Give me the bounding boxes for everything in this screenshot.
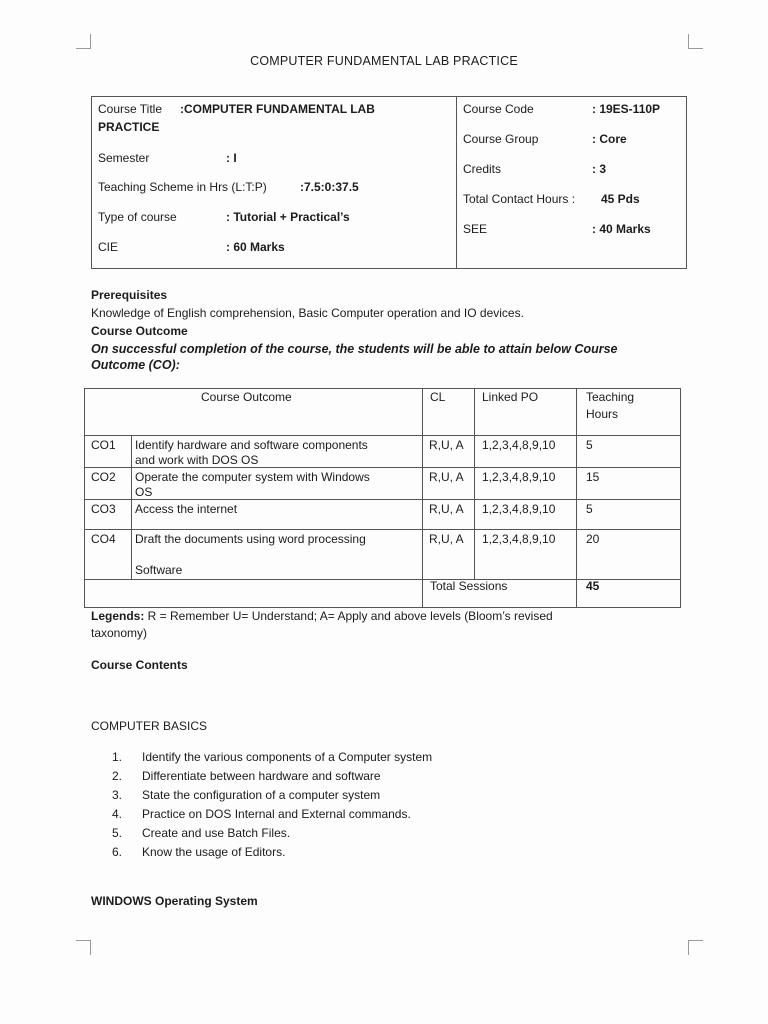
computer-basics-list <box>112 748 432 862</box>
header-cl: CL <box>430 390 446 404</box>
legends-line2: taxonomy) <box>91 626 148 640</box>
list-item-number: 1. <box>112 750 123 764</box>
prerequisites-heading: Prerequisites <box>91 288 168 302</box>
course-info-divider <box>456 97 457 268</box>
course-contents-heading: Course Contents <box>91 658 188 672</box>
co2-linked-po: 1,2,3,4,8,9,10 <box>482 470 556 484</box>
corner-mark-top-right <box>688 34 703 49</box>
corner-mark-bottom-left <box>76 940 91 955</box>
credits-label: Credits <box>463 162 502 176</box>
co2-description: Operate the computer system with Windows <box>135 470 370 484</box>
course-group-value: : Core <box>592 132 627 146</box>
course-title-label: Course Title <box>98 102 163 116</box>
co1-description-line2: and work with DOS OS <box>135 453 259 467</box>
list-item <box>112 805 432 824</box>
list-item <box>112 843 432 862</box>
course-code-value: : 19ES-110P <box>592 102 661 116</box>
header-linked-po: Linked PO <box>482 390 539 404</box>
semester-label: Semester <box>98 151 150 165</box>
list-item-text: Know the usage of Editors. <box>142 845 286 859</box>
corner-mark-bottom-right <box>688 940 703 955</box>
list-item-text: Identify the various components of a Computer system <box>142 750 433 764</box>
list-item-text: Differentiate between hardware and software <box>142 769 381 783</box>
course-outcome-intro-line1: On successful completion of the course, the students will be able to attain below Course <box>91 342 618 356</box>
total-sessions-label: Total Sessions <box>430 579 508 593</box>
co2-description-line2: OS <box>135 485 153 499</box>
co4-description-line2: Software <box>135 563 183 577</box>
list-item <box>112 824 432 843</box>
course-info-table <box>91 96 687 269</box>
list-item-number: 2. <box>112 769 123 783</box>
list-item <box>112 786 432 805</box>
list-item-text: Practice on DOS Internal and External commands. <box>142 807 411 821</box>
legends-label: Legends: <box>91 609 145 623</box>
co2-code: CO2 <box>91 470 116 484</box>
header-teaching-hours-1: Teaching <box>586 390 635 404</box>
list-item-number: 4. <box>112 807 123 821</box>
co1-code: CO1 <box>91 438 116 452</box>
course-code-label: Course Code <box>463 102 534 116</box>
co1-hours: 5 <box>586 438 593 452</box>
prerequisites-text: Knowledge of English comprehension, Basic Computer operation and IO devices. <box>91 306 524 320</box>
header-course-outcome: Course Outcome <box>201 390 292 404</box>
co4-linked-po: 1,2,3,4,8,9,10 <box>482 532 556 546</box>
credits-value: : 3 <box>592 162 607 176</box>
co3-cl: R,U, A <box>429 502 464 516</box>
legends-line1 <box>91 609 553 623</box>
row-divider-co2 <box>85 499 680 500</box>
semester-value: : I <box>226 151 237 165</box>
section-windows-heading: WINDOWS Operating System <box>91 894 258 908</box>
co4-code: CO4 <box>91 532 116 546</box>
col-divider-cl <box>422 389 423 607</box>
see-value: : 40 Marks <box>592 222 651 236</box>
course-type-value: : Tutorial + Practical’s <box>226 210 350 224</box>
contact-hours-label: Total Contact Hours : <box>463 192 576 206</box>
co3-hours: 5 <box>586 502 593 516</box>
list-item <box>112 748 432 767</box>
co2-cl: R,U, A <box>429 470 464 484</box>
corner-mark-top-left <box>76 34 91 49</box>
legends-text: R = Remember U= Understand; A= Apply and above levels (Bloom’s revised <box>144 609 553 623</box>
contact-hours-value: 45 Pds <box>601 192 640 206</box>
row-divider-header <box>85 435 680 436</box>
header-teaching-hours-2: Hours <box>586 407 619 421</box>
cie-label: CIE <box>98 240 119 254</box>
co1-description: Identify hardware and software components <box>135 438 368 452</box>
co3-description: Access the internet <box>135 502 238 516</box>
list-item-number: 5. <box>112 826 123 840</box>
see-label: SEE <box>463 222 488 236</box>
teaching-scheme-value: :7.5:0:37.5 <box>300 180 359 194</box>
row-divider-co3 <box>85 529 680 530</box>
course-group-label: Course Group <box>463 132 539 146</box>
list-item-number: 6. <box>112 845 123 859</box>
list-item <box>112 767 432 786</box>
course-outcome-intro-line2: Outcome (CO): <box>91 358 180 372</box>
co4-description: Draft the documents using word processing <box>135 532 366 546</box>
course-title-value-line2: PRACTICE <box>98 120 160 134</box>
co1-linked-po: 1,2,3,4,8,9,10 <box>482 438 556 452</box>
col-divider-po <box>474 389 475 579</box>
total-sessions-value: 45 <box>586 579 600 593</box>
course-title-value: :COMPUTER FUNDAMENTAL LAB <box>180 102 375 116</box>
co1-cl: R,U, A <box>429 438 464 452</box>
page-title: COMPUTER FUNDAMENTAL LAB PRACTICE <box>250 54 518 68</box>
cie-value: : 60 Marks <box>226 240 285 254</box>
course-type-label: Type of course <box>98 210 177 224</box>
section-computer-basics-heading: COMPUTER BASICS <box>91 719 208 733</box>
co3-linked-po: 1,2,3,4,8,9,10 <box>482 502 556 516</box>
co3-code: CO3 <box>91 502 116 516</box>
col-divider-co <box>131 435 132 579</box>
teaching-scheme-label: Teaching Scheme in Hrs (L:T:P) <box>98 180 267 194</box>
list-item-text: State the configuration of a computer system <box>142 788 381 802</box>
list-item-text: Create and use Batch Files. <box>142 826 291 840</box>
course-outcome-heading: Course Outcome <box>91 324 188 338</box>
co2-hours: 15 <box>586 470 600 484</box>
course-outcome-table <box>84 388 681 608</box>
col-divider-hours <box>576 389 577 607</box>
co4-cl: R,U, A <box>429 532 464 546</box>
co4-hours: 20 <box>586 532 600 546</box>
list-item-number: 3. <box>112 788 123 802</box>
